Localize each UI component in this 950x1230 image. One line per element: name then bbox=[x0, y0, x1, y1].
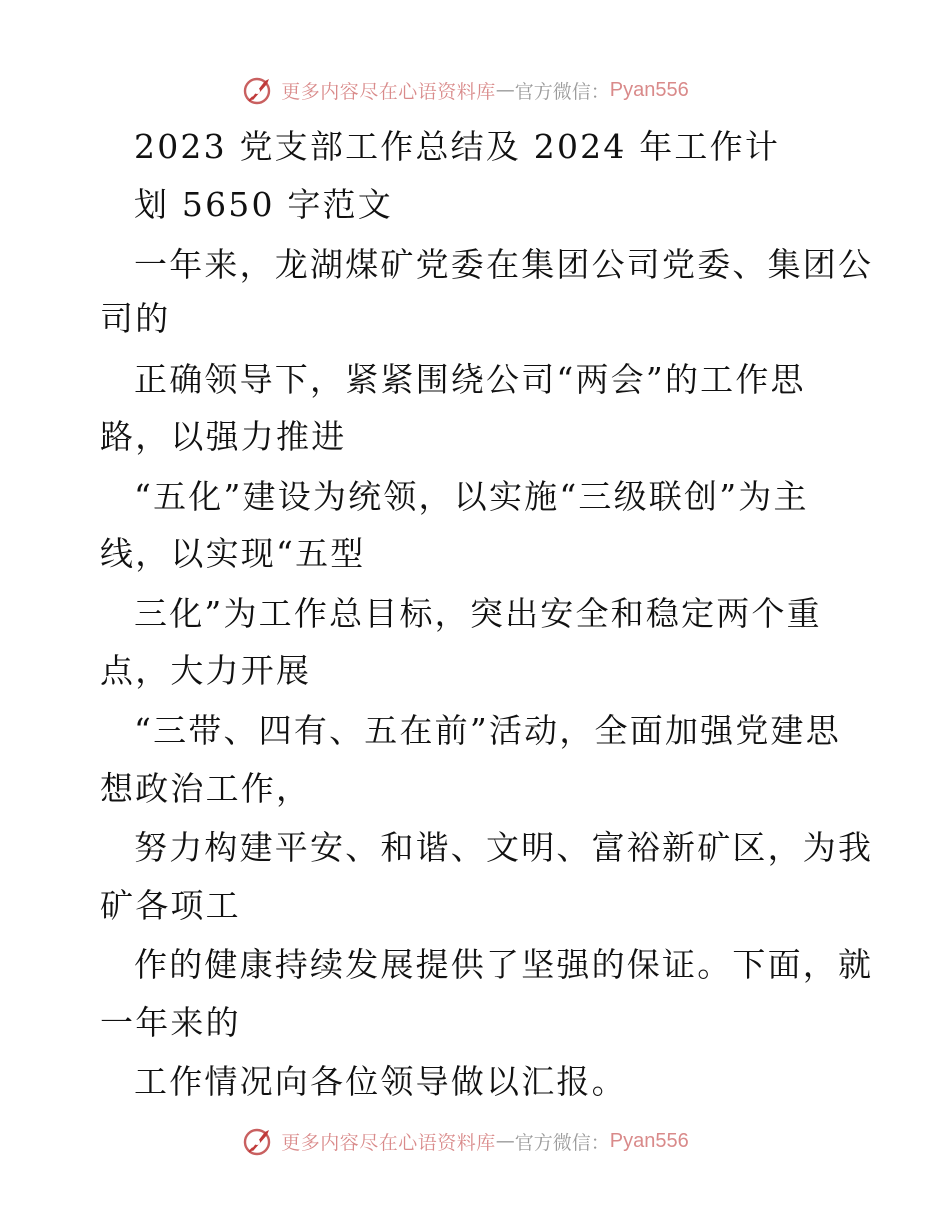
paragraph-line: 三化”为工作总目标，突出安全和稳定两个重 bbox=[134, 594, 822, 633]
watermark-text: 更多内容尽在心语资料库 bbox=[281, 1131, 496, 1154]
footer-watermark bbox=[0, 1121, 950, 1161]
paragraph-line: 一年来的 bbox=[100, 1003, 241, 1042]
paragraph-line: “三带、四有、五在前”活动，全面加强党建思 bbox=[134, 711, 841, 750]
paragraph-line: 路，以强力推进 bbox=[100, 417, 347, 456]
paragraph-line: 作的健康持续发展提供了坚强的保证。下面，就 bbox=[134, 945, 874, 984]
watermark-text: 更多内容尽在心语资料库 bbox=[281, 80, 496, 103]
header-watermark bbox=[0, 70, 950, 110]
quill-pen-logo-icon bbox=[241, 1124, 275, 1158]
paragraph-line: 点，大力开展 bbox=[100, 651, 312, 690]
watermark-contact-id: Pyan556 bbox=[609, 78, 689, 101]
document-title-line-2: 划 5650 字范文 bbox=[134, 185, 393, 224]
watermark-contact-label: 官方微信： bbox=[514, 1131, 610, 1154]
paragraph-line: 正确领导下，紧紧围绕公司“两会”的工作思 bbox=[134, 360, 806, 399]
paragraph-line: 矿各项工 bbox=[100, 886, 241, 925]
watermark-contact-label: 官方微信： bbox=[514, 80, 610, 103]
paragraph-line: 工作情况向各位领导做以汇报。 bbox=[134, 1062, 627, 1101]
watermark-separator: — bbox=[495, 1130, 515, 1152]
paragraph-line: 想政治工作， bbox=[100, 769, 312, 808]
quill-pen-logo-icon bbox=[241, 73, 275, 107]
document-title-line-1: 2023 党支部工作总结及 2024 年工作计 bbox=[134, 127, 781, 166]
paragraph-line: 一年来，龙湖煤矿党委在集团公司党委、集团公 bbox=[134, 245, 874, 284]
watermark-contact-id: Pyan556 bbox=[609, 1129, 689, 1152]
watermark-separator: — bbox=[495, 79, 515, 101]
paragraph-line: 努力构建平安、和谐、文明、富裕新矿区，为我 bbox=[134, 828, 874, 867]
paragraph-line: 线，以实现“五型 bbox=[100, 534, 366, 573]
paragraph-line: “五化”建设为统领，以实施“三级联创”为主 bbox=[134, 477, 809, 516]
paragraph-line: 司的 bbox=[100, 299, 171, 338]
